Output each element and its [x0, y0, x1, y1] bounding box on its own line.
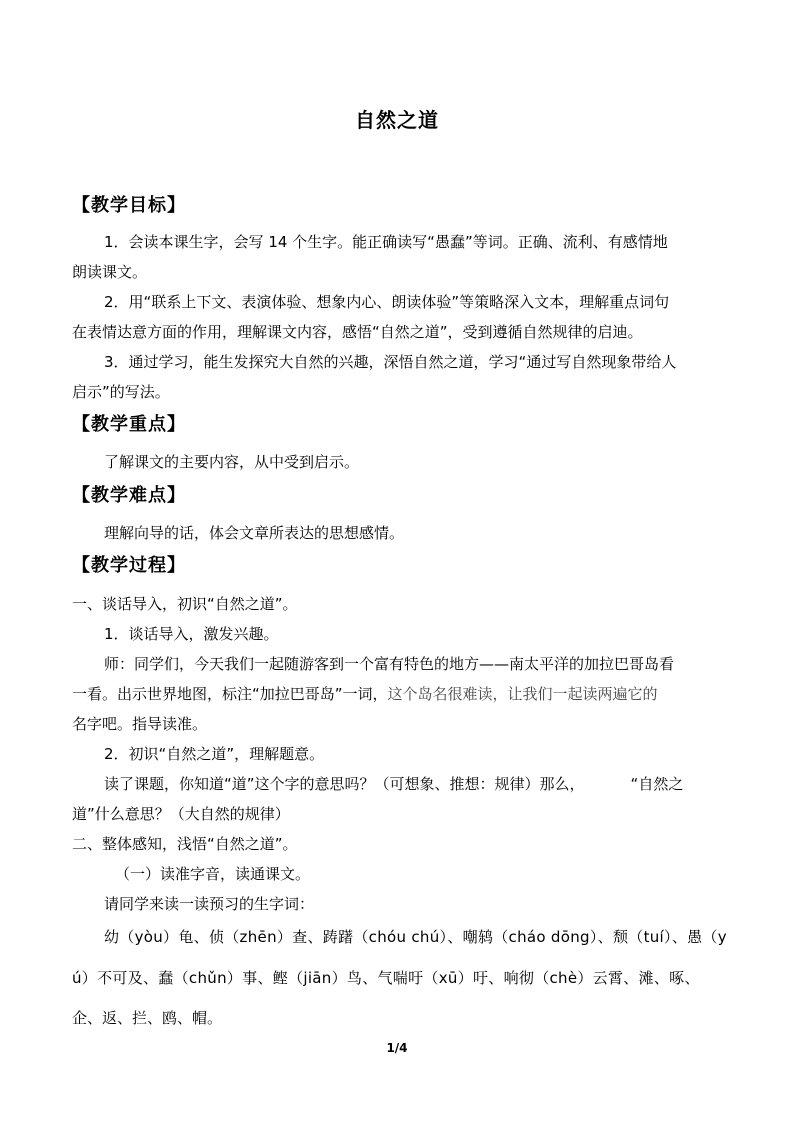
vocab-line-3: 企、返、拦、鸥、帽。 — [72, 1009, 223, 1027]
goal-3-line-2: 启示”的写法。 — [72, 383, 170, 401]
section-heading-process: 【教学过程】 — [72, 555, 186, 576]
page-number: 1/4 — [386, 1041, 408, 1055]
goal-2-line-1: 2．用“联系上下文、表演体验、想象内心、朗读体验”等策略深入文本，理解重点词句 — [104, 293, 670, 311]
teacher-line-2 — [72, 679, 722, 709]
teacher-line-2-part-a: 一看。出示世界地图，标注“加拉巴哥岛”一词， — [72, 685, 388, 703]
teacher-line-2-part-b: 这个岛名很难读，让我们一起读两遍它的 — [387, 685, 658, 703]
process-part-1-heading: 一、谈话导入，初识“自然之道”。 — [72, 595, 298, 613]
goal-2-line-2: 在表情达意方面的作用，理解课文内容，感悟“自然之道”，受到遵循自然规律的启迪。 — [72, 323, 643, 341]
goal-1-line-2: 朗读课文。 — [72, 263, 148, 281]
vocab-line-2: ú）不可及、蠢（chǔn）事、鲣（jiān）鸟、气喘吁（xū）吁、响彻（chè）云霄、滩、啄、 — [72, 969, 700, 987]
reading-question-line-2: 道”什么意思？（大自然的规律） — [72, 805, 290, 823]
process-part-2-heading: 二、整体感知，浅悟“自然之道”。 — [72, 835, 298, 853]
teacher-line-3: 名字吧。指导读准。 — [72, 715, 208, 733]
reading-question-line-1 — [104, 769, 754, 799]
section-heading-goals: 【教学目标】 — [72, 195, 186, 216]
reading-question-part-b: “自然之 — [630, 775, 684, 793]
difficulties-text: 理解向导的话，体会文章所表达的思想感情。 — [104, 524, 405, 542]
section-heading-key-points: 【教学重点】 — [72, 414, 186, 435]
process-sub-1: （一）读准字音，读通课文。 — [115, 865, 311, 883]
goal-1-line-1: 1．会读本课生字，会写 14 个生字。能正确读写“愚蠢”等词。正确、流利、有感情地 — [104, 233, 668, 251]
section-heading-difficulties: 【教学难点】 — [72, 485, 186, 506]
teacher-line-1: 师：同学们，今天我们一起随游客到一个富有特色的地方——南太平洋的加拉巴哥岛看 — [104, 655, 675, 673]
vocab-line-1: 幼（yòu）龟、侦（zhēn）查、踌躇（chóu chú）、嘲鸫（cháo dōng）、颓（tuí）、愚（y — [104, 928, 727, 946]
invite-line: 请同学来读一读预习的生字词： — [104, 895, 315, 913]
reading-question-part-a: 读了课题，你知道“道”这个字的意思吗？（可想象、推想：规律）那么， — [104, 775, 585, 793]
key-points-text: 了解课文的主要内容，从中受到启示。 — [104, 453, 360, 471]
process-step-1: 1．谈话导入，激发兴趣。 — [104, 625, 279, 643]
page-title: 自然之道 — [355, 108, 439, 132]
process-step-2: 2．初识“自然之道”，理解题意。 — [104, 745, 325, 763]
goal-3-line-1: 3．通过学习，能生发探究大自然的兴趣，深悟自然之道，学习“通过写自然现象带给人 — [104, 353, 677, 371]
